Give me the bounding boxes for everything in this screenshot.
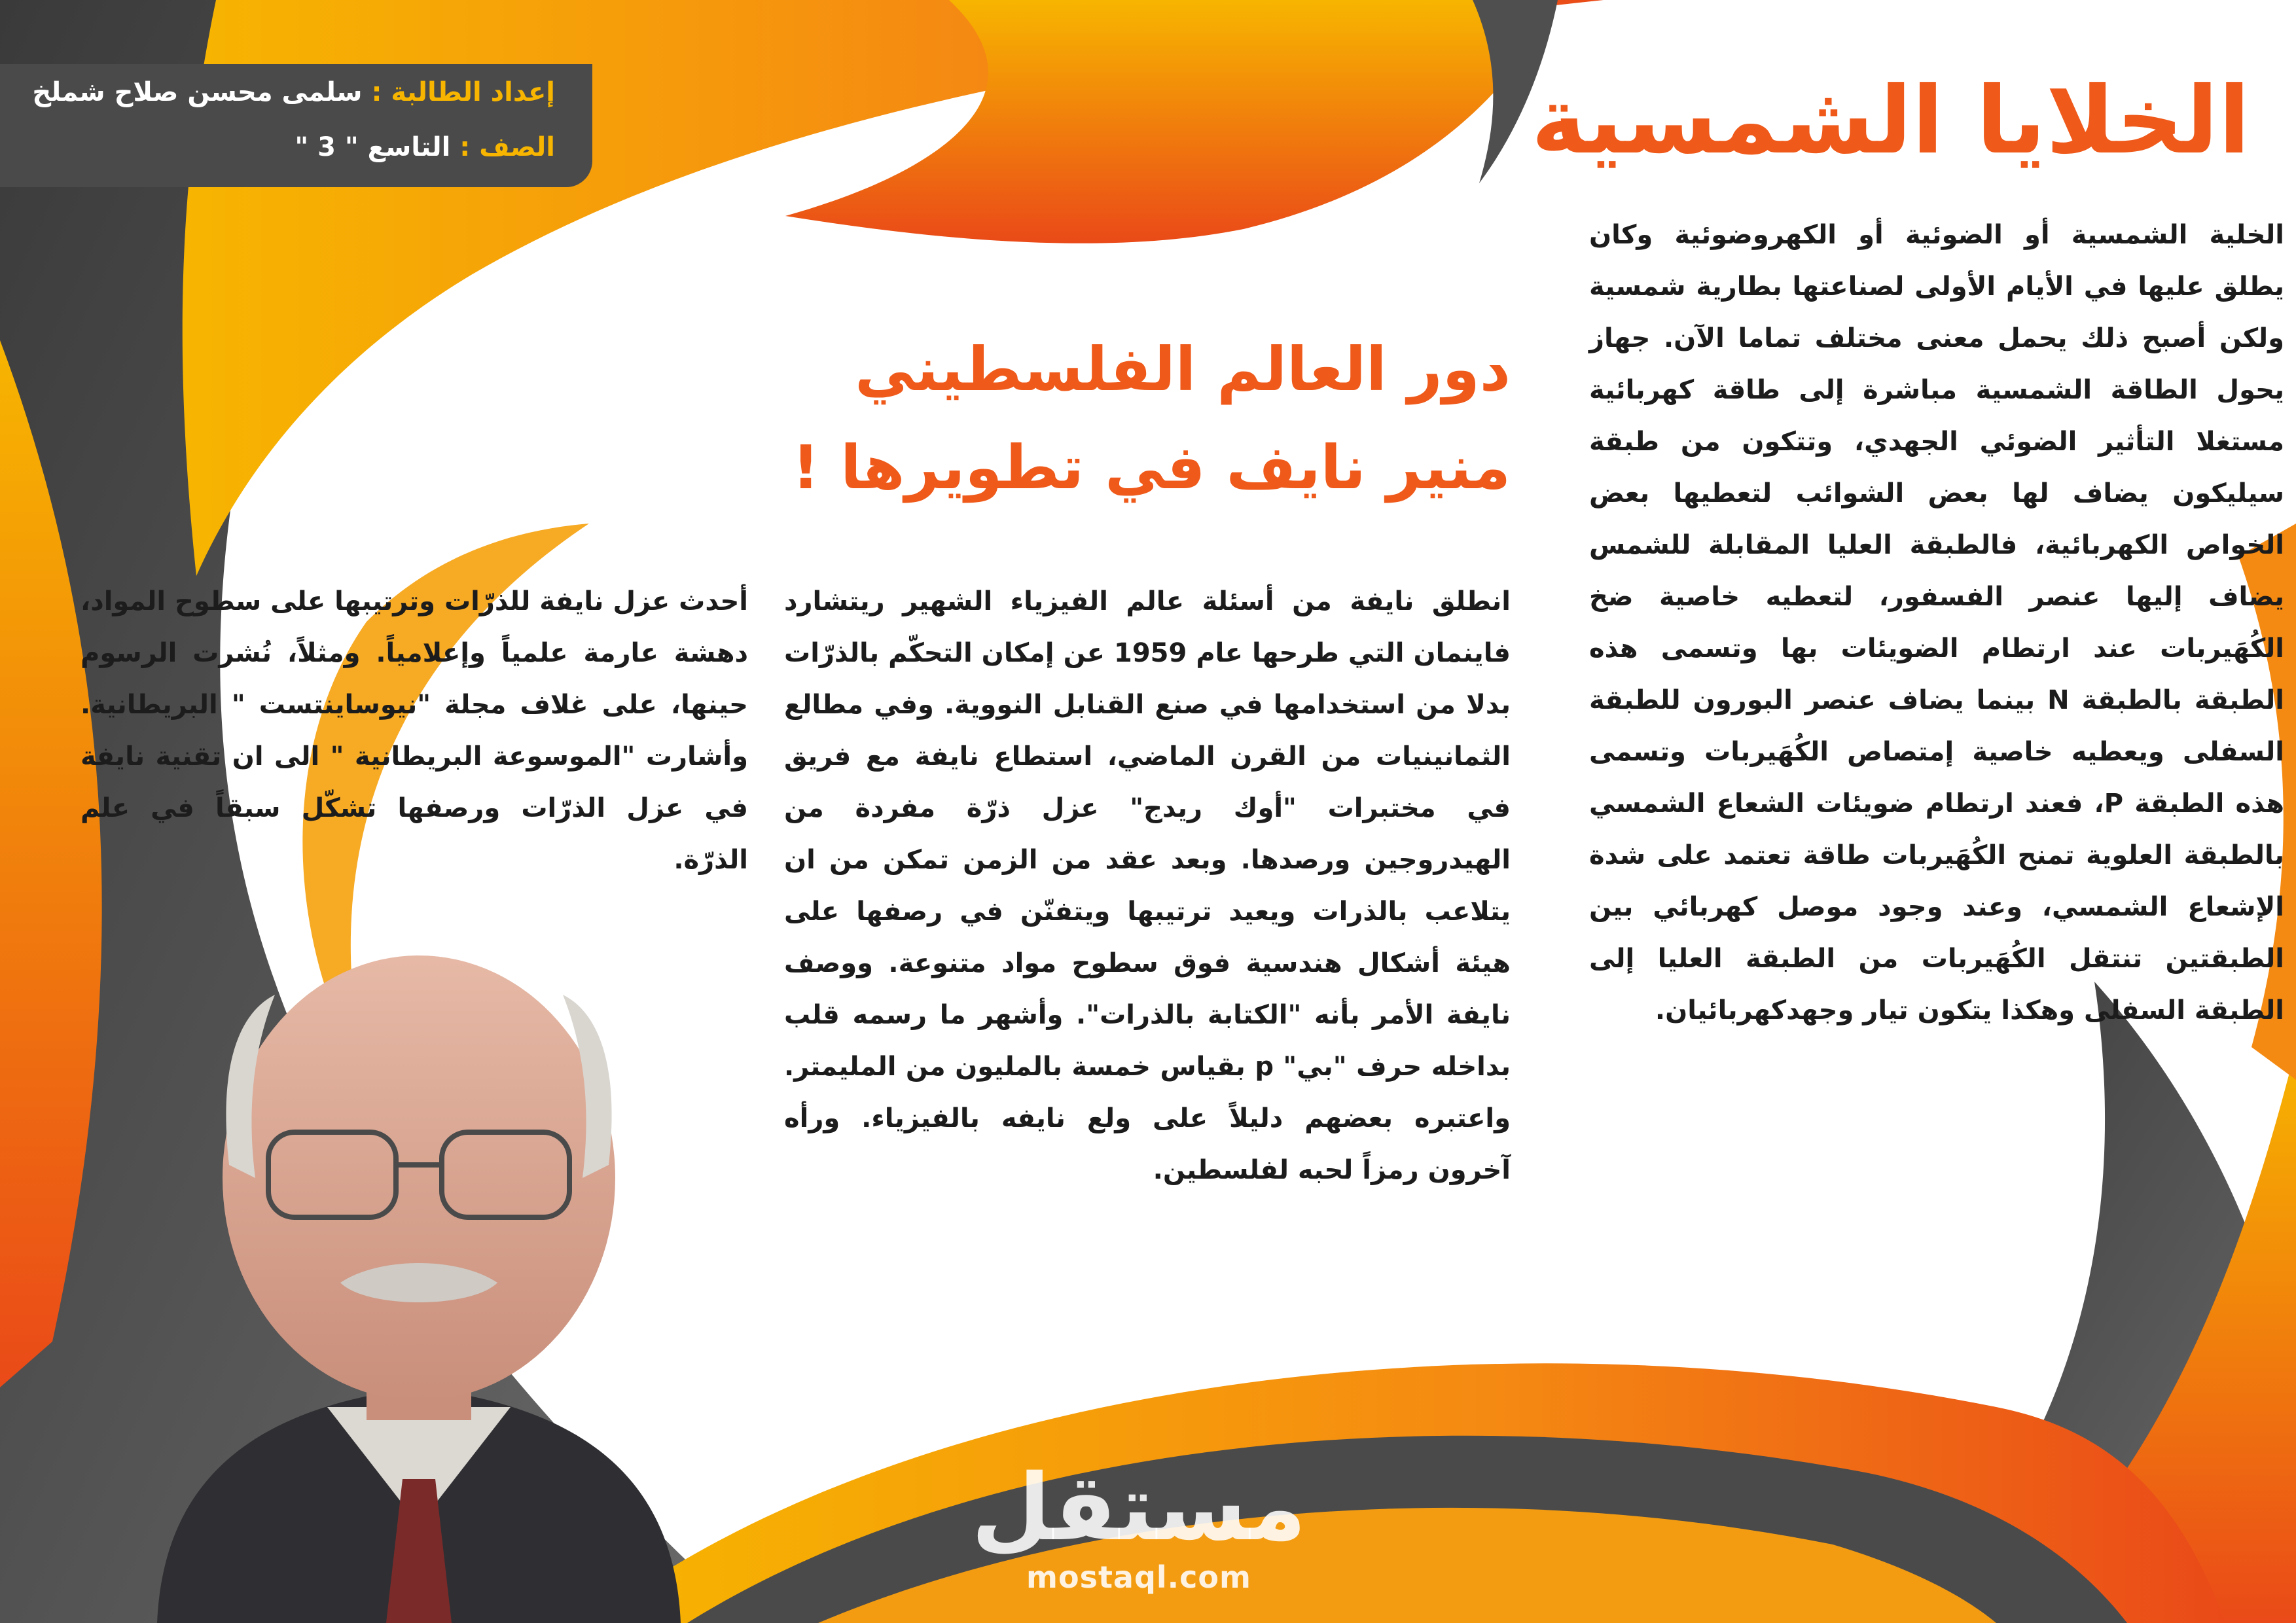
middle-paragraph: انطلق نايفة من أسئلة عالم الفيزياء الشهير ريتشارد فاينمان التي طرحها عام 1959 عن إمكان التحكّم بالذرّات بدلا من استخدامها في صنع القنابل النووية. وفي مطالع الثمانينيات من القرن الماضي، استطاع نايفة مع فريق في مختبرات "أوك ريدج" عزل ذرّة مفردة من الهيدروجين ورصدها. وبعد عقد من الزمن تمكن من ان يتلاعب بالذرات ويعيد ترتيبها ويتفنّن في رصفها على هيئة أشكال هندسية فوق سطوح مواد متنوعة. ووصف نايفة الأمر بأنه "الكتابة بالذرات". وأشهر ما رسمه قلب بداخله حرف "بي" p بقياس خمسة بالمليون من المليمتر. واعتبره بعضهم دليلاً على ولع نايفه بالفيزياء. ورأه آخرون رمزاً لحبه لفلسطين. bbox=[784, 586, 1511, 1185]
class-value: التاسع " 3 " bbox=[295, 132, 451, 162]
class-line bbox=[295, 129, 555, 166]
prepared-by-name: سلمى محسن صلاح شملخ bbox=[32, 77, 363, 107]
watermark-url: mostaql.com bbox=[1026, 1560, 1251, 1595]
watermark bbox=[949, 1455, 1329, 1597]
section-title bbox=[660, 321, 1511, 517]
watermark-logo: مستقل bbox=[971, 1455, 1306, 1561]
class-label: الصف : bbox=[459, 132, 555, 162]
prepared-by-line bbox=[32, 74, 555, 111]
section-title-line2: منير نايف في تطويرها ! bbox=[792, 433, 1511, 503]
left-paragraph: أحدث عزل نايفة للذرّات وترتيبها على سطوح المواد، دهشة عارمة علمياً وإعلامياً. ومثلاً، نُشرت الرسوم حينها، على غلاف مجلة "نيوساينتست " البريطانية. وأشارت "الموسوعة البريطانية " الى ان تقنية نايفة في عزل الذرّات ورصفها تشكّل سبقاً في علم الذرّة. bbox=[81, 586, 748, 875]
intro-paragraph: الخلية الشمسية أو الضوئية أو الكهروضوئية وكان يطلق عليها في الأيام الأولى لصناعتها بطارية شمسية ولكن أصبح ذلك يحمل معنى مختلف تماما الآن. جهاز يحول الطاقة الشمسية مباشرة إلى طاقة كهربائية مستغلا التأثير الضوئي الجهدي، وتتكون من طبقة سيليكون يضاف لها بعض الشوائب لتعطيها بعض الخواص الكهربائية، فالطبقة العليا المقابلة للشمس يضاف إليها عنصر الفسفور، لتعطيه خاصية ضخ الكُهَيربات عند ارتطام الضويئات بها وتسمى هذه الطبقة بالطبقة N بينما يضاف عنصر البورون للطبقة السفلى ويعطيه خاصية إمتصاص الكُهَيربات وتسمى هذه الطبقة P، فعند ارتطام ضويئات الشعاع الشمسي بالطبقة العلوية تمنح الكُهَيربات طاقة تعتمد على شدة الإشعاع الشمسي، وعند وجود موصل كهربائي بين الطبقتين تنتقل الكُهَيربات من الطبقة العليا إلى الطبقة السفلى وهكذا يتكون تيار وجهدكهربائيان. bbox=[1589, 220, 2285, 1026]
page-title: الخلايا الشمسية bbox=[1531, 67, 2250, 175]
prepared-by-label: إعداد الطالبة : bbox=[371, 77, 555, 107]
section-title-line1: دور العالم الفلسطيني bbox=[855, 334, 1511, 404]
